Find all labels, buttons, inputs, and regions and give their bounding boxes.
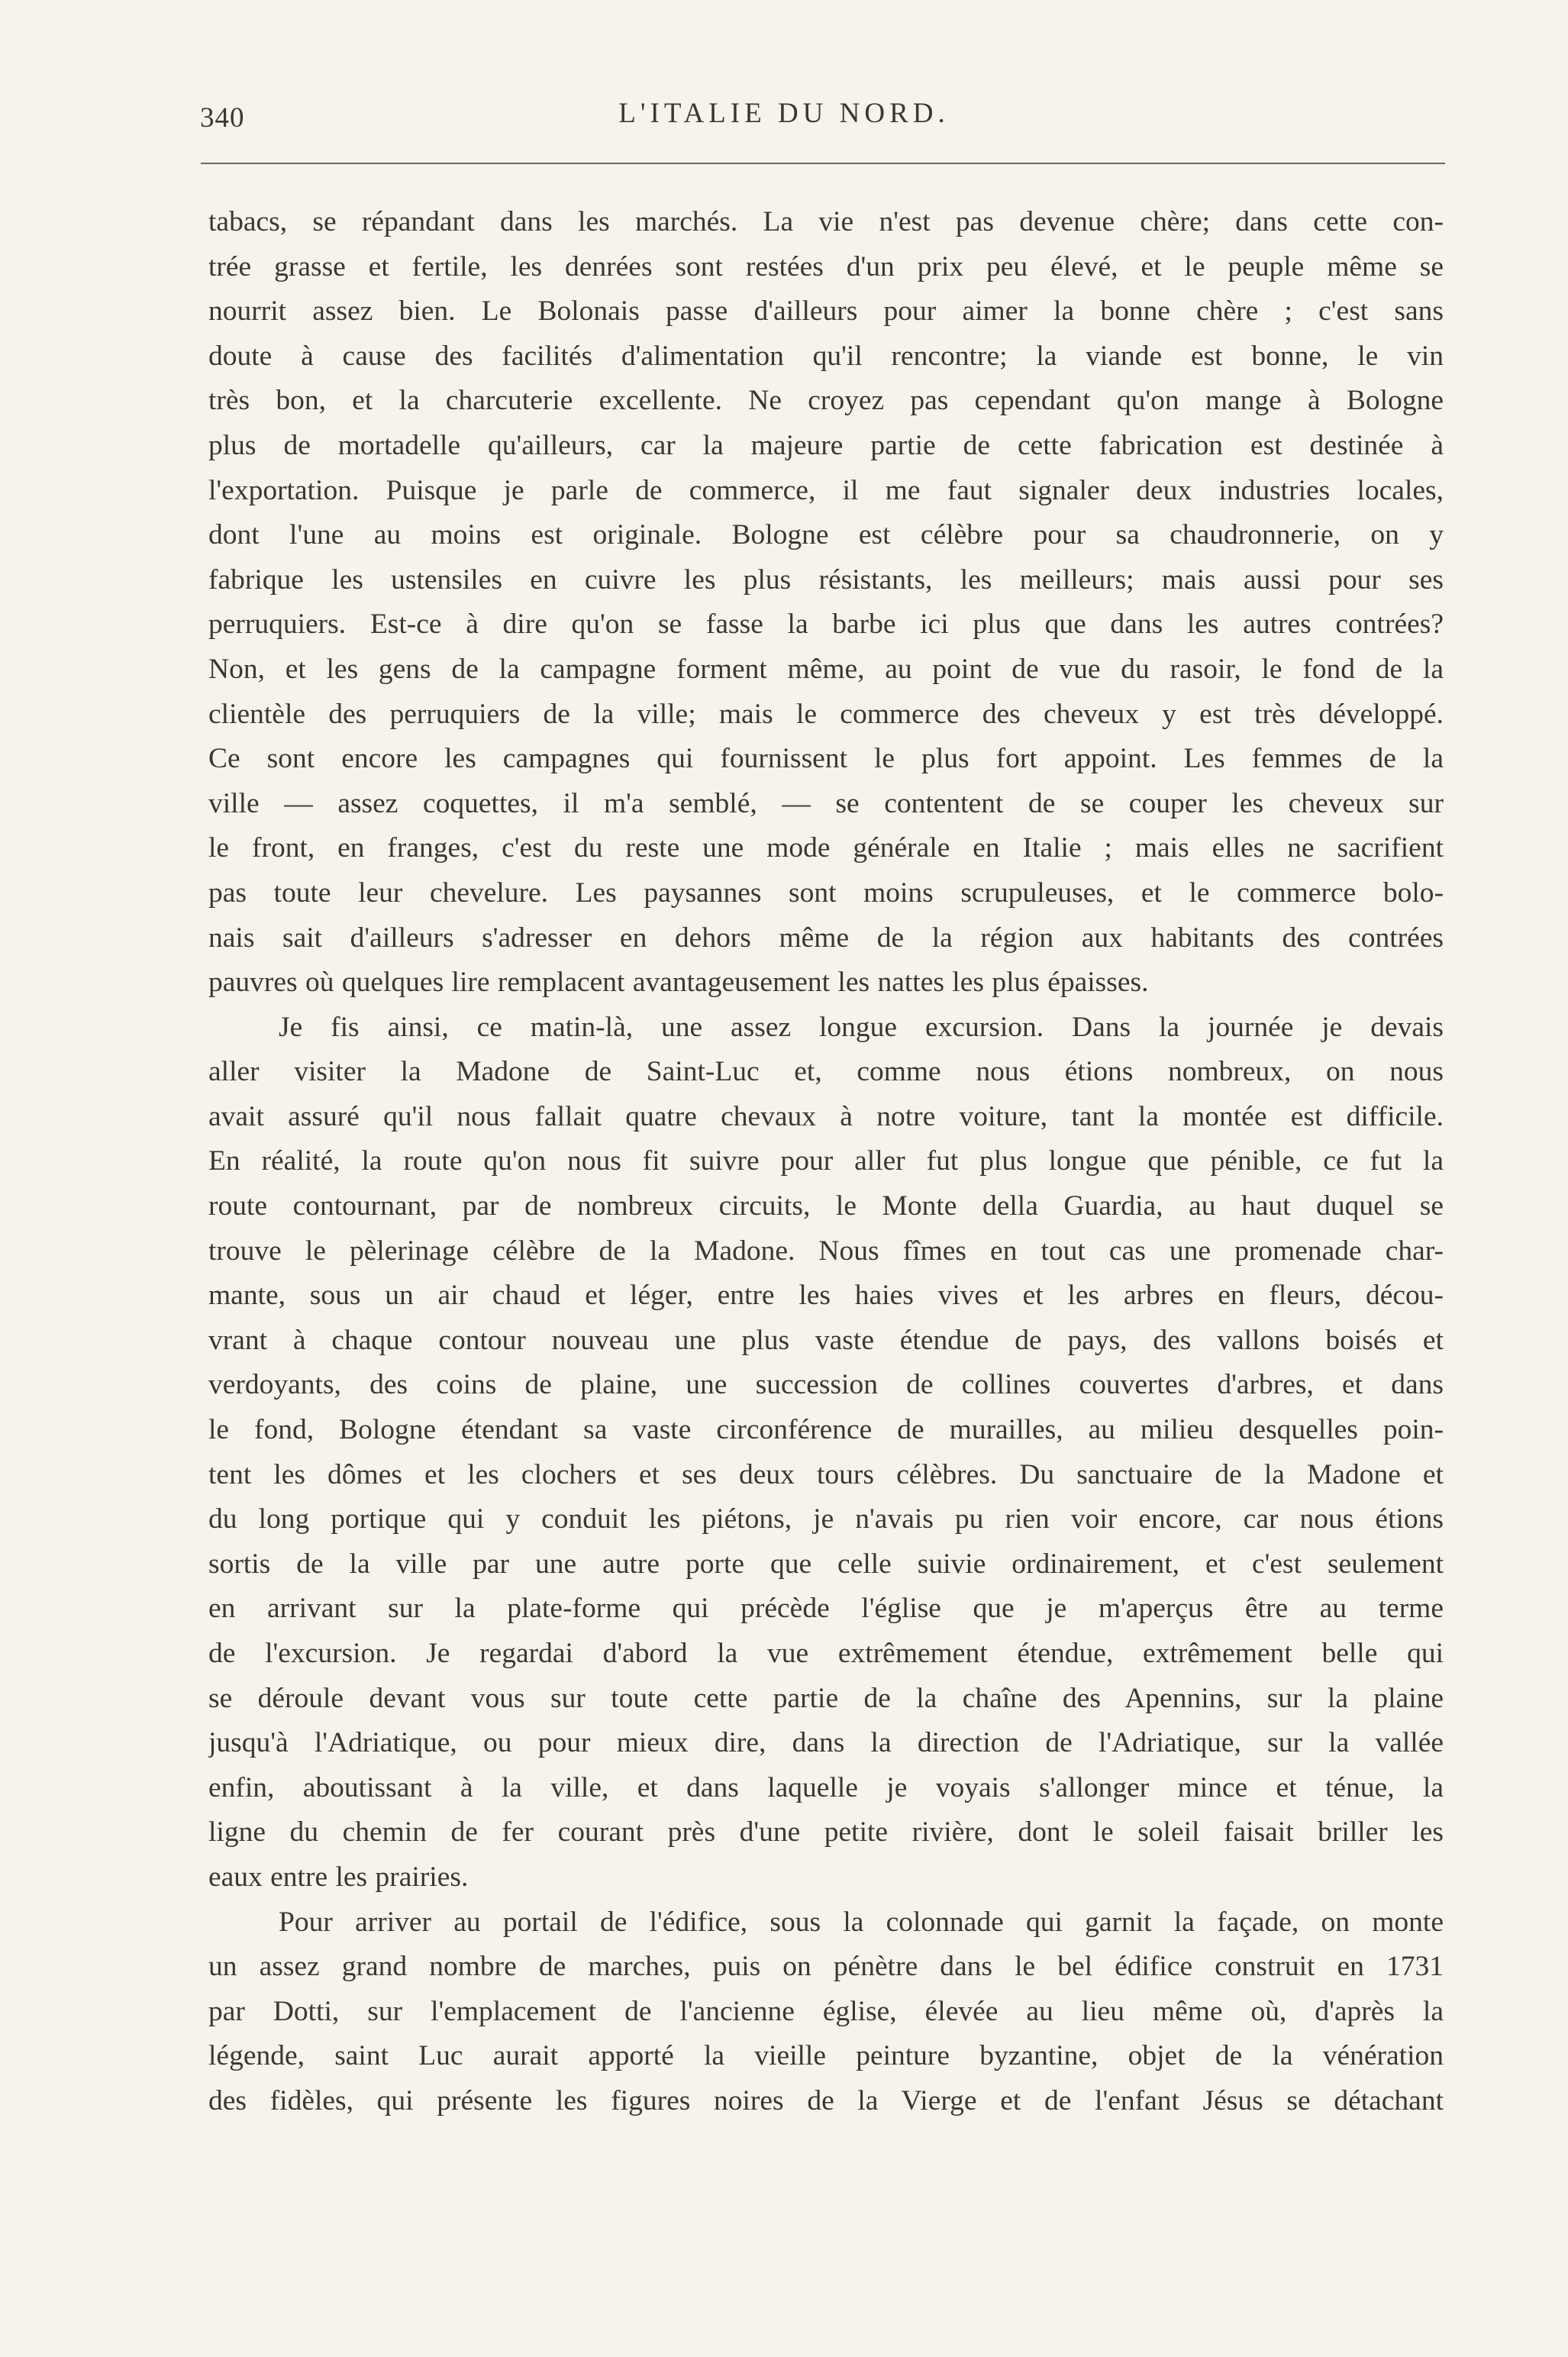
body-text xyxy=(208,200,1444,2124)
paragraph xyxy=(208,1006,1444,1900)
text-line: très bon, et la charcuterie excellente. Ne croyez pas cependant qu'on mange à Bologne xyxy=(208,385,1444,417)
text-line: des fidèles, qui présente les figures noires de la Vierge et de l'enfant Jésus se détachant xyxy=(208,2084,1444,2116)
paragraph xyxy=(208,1900,1444,2124)
text-line: se déroule devant vous sur toute cette partie de la chaîne des Apennins, sur la plaine xyxy=(208,1682,1444,1714)
text-line: pas toute leur chevelure. Les paysannes sont moins scrupuleuses, et le commerce bolo- xyxy=(208,877,1444,909)
text-line: nais sait d'ailleurs s'adresser en dehors même de la région aux habitants des contrées xyxy=(208,922,1444,954)
text-line: Ce sont encore les campagnes qui fournissent le plus fort appoint. Les femmes de la xyxy=(208,743,1444,775)
text-line: mante, sous un air chaud et léger, entre les haies vives et les arbres en fleurs, décou- xyxy=(208,1280,1444,1312)
text-line: tent les dômes et les clochers et ses deux tours célèbres. Du sanctuaire de la Madone et xyxy=(208,1458,1444,1490)
text-line: dont l'une au moins est originale. Bologne est célèbre pour sa chaudronnerie, on y xyxy=(208,519,1444,551)
text-line: perruquiers. Est-ce à dire qu'on se fasse la barbe ici plus que dans les autres contrées? xyxy=(208,609,1444,641)
text-line: clientèle des perruquiers de la ville; mais le commerce des cheveux y est très développé. xyxy=(208,698,1444,730)
text-line: sortis de la ville par une autre porte que celle suivie ordinairement, et c'est seulement xyxy=(208,1548,1444,1580)
text-line: verdoyants, des coins de plaine, une succession de collines couvertes d'arbres, et dans xyxy=(208,1369,1444,1401)
text-line: ligne du chemin de fer courant près d'une petite rivière, dont le soleil faisait briller les xyxy=(208,1816,1444,1848)
text-line: du long portique qui y conduit les piétons, je n'avais pu rien voir encore, car nous étions xyxy=(208,1503,1444,1535)
text-line: pauvres où quelques lire remplacent avantageusement les nattes les plus épaisses. xyxy=(208,967,1149,999)
text-line: aller visiter la Madone de Saint-Luc et, comme nous étions nombreux, on nous xyxy=(208,1056,1444,1088)
text-line: le front, en franges, c'est du reste une mode générale en Italie ; mais elles ne sacrifient xyxy=(208,832,1444,864)
text-line: le fond, Bologne étendant sa vaste circonférence de murailles, au milieu desquelles poin- xyxy=(208,1414,1444,1446)
header-rule xyxy=(201,163,1445,164)
running-title: L'ITALIE DU NORD. xyxy=(618,98,950,129)
text-line: de l'excursion. Je regardai d'abord la vue extrêmement étendue, extrêmement belle qui xyxy=(208,1638,1444,1669)
text-line: par Dotti, sur l'emplacement de l'ancienne église, élevée au lieu même où, d'après la xyxy=(208,1995,1444,2027)
text-line: ville — assez coquettes, il m'a semblé, — se contentent de se couper les cheveux sur xyxy=(208,787,1444,819)
text-line: Pour arriver au portail de l'édifice, sous la colonnade qui garnit la façade, on monte xyxy=(279,1906,1444,1938)
paragraph xyxy=(208,200,1444,1006)
text-line: Je fis ainsi, ce matin-là, une assez longue excursion. Dans la journée je devais xyxy=(279,1011,1444,1043)
text-line: trouve le pèlerinage célèbre de la Madone. Nous fîmes en tout cas une promenade char- xyxy=(208,1235,1444,1267)
text-line: un assez grand nombre de marches, puis on pénètre dans le bel édifice construit en 1731 xyxy=(208,1951,1444,1983)
text-line: fabrique les ustensiles en cuivre les plus résistants, les meilleurs; mais aussi pour ses xyxy=(208,563,1444,596)
text-line: vrant à chaque contour nouveau une plus vaste étendue de pays, des vallons boisés et xyxy=(208,1324,1444,1356)
text-line: eaux entre les prairies. xyxy=(208,1861,469,1893)
page-number: 340 xyxy=(200,102,245,134)
text-line: enfin, aboutissant à la ville, et dans laquelle je voyais s'allonger mince et ténue, la xyxy=(208,1771,1444,1803)
text-line: avait assuré qu'il nous fallait quatre chevaux à notre voiture, tant la montée est difficile. xyxy=(208,1100,1444,1132)
text-line: l'exportation. Puisque je parle de commerce, il me faut signaler deux industries locales, xyxy=(208,474,1444,506)
text-line: nourrit assez bien. Le Bolonais passe d'ailleurs pour aimer la bonne chère ; c'est sans xyxy=(208,295,1444,328)
text-line: tabacs, se répandant dans les marchés. La vie n'est pas devenue chère; dans cette con- xyxy=(208,206,1444,237)
text-line: légende, saint Luc aurait apporté la vieille peinture byzantine, objet de la vénération xyxy=(208,2040,1444,2072)
text-line: route contournant, par de nombreux circuits, le Monte della Guardia, au haut duquel se xyxy=(208,1190,1444,1222)
text-line: Non, et les gens de la campagne forment même, au point de vue du rasoir, le fond de la xyxy=(208,653,1444,685)
text-line: doute à cause des facilités d'alimentation qu'il rencontre; la viande est bonne, le vin xyxy=(208,340,1444,372)
text-line: jusqu'à l'Adriatique, ou pour mieux dire, dans la direction de l'Adriatique, sur la vallée xyxy=(208,1727,1444,1759)
text-line: En réalité, la route qu'on nous fit suivre pour aller fut plus longue que pénible, ce fut la xyxy=(208,1145,1444,1177)
text-line: plus de mortadelle qu'ailleurs, car la majeure partie de cette fabrication est destinée à xyxy=(208,429,1444,461)
text-line: en arrivant sur la plate-forme qui précède l'église que je m'aperçus être au terme xyxy=(208,1593,1444,1625)
text-line: trée grasse et fertile, les denrées sont restées d'un prix peu élevé, et le peuple même se xyxy=(208,250,1444,283)
